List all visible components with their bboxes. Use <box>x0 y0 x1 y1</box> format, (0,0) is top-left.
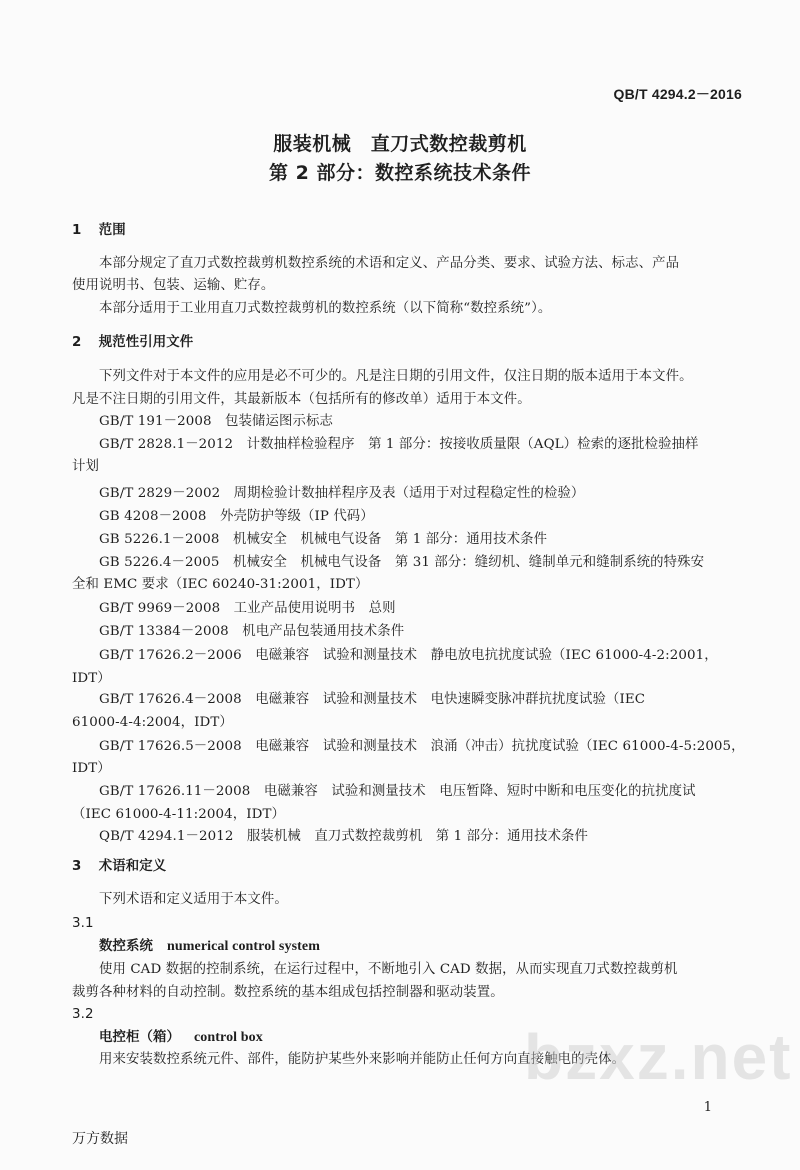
term-heading <box>99 936 320 957</box>
paragraph-line: 本部分适用于工业用直刀式数控裁剪机的数控系统（以下简称“数控系统”）。 <box>99 301 552 316</box>
paragraph-line: 使用 CAD 数据的控制系统，在运行过程中，不断地引入 CAD 数据，从而实现直刀式数控裁剪机 <box>99 962 678 977</box>
reference-item: GB/T 2829－2002 周期检验计数抽样程序及表（适用于对过程稳定性的检验） <box>99 486 585 501</box>
standard-code: QB/T 4294.2－2016 <box>613 86 742 102</box>
document-title-line1: 服装机械 直刀式数控裁剪机 <box>273 133 527 155</box>
reference-item-cont: 全和 EMC 要求（IEC 60240-31:2001，IDT） <box>72 577 369 592</box>
reference-item-cont: 计划 <box>72 459 99 474</box>
paragraph-line: 下列术语和定义适用于本文件。 <box>99 892 288 907</box>
paragraph-line: 下列文件对于本文件的应用是必不可少的。凡是注日期的引用文件，仅注日期的版本适用于本文件。 <box>99 369 693 384</box>
reference-item: GB/T 17626.2－2006 电磁兼容 试验和测量技术 静电放电抗扰度试验（IEC 61000-4-2:2001， <box>99 648 718 663</box>
section-heading <box>72 857 166 877</box>
reference-item: GB 5226.4－2005 机械安全 机械电气设备 第 31 部分：缝纫机、缝制单元和缝制系统的特殊安 <box>99 555 705 570</box>
section-title: 术语和定义 <box>98 859 167 874</box>
reference-item: GB 5226.1－2008 机械安全 机械电气设备 第 1 部分：通用技术条件 <box>99 532 548 547</box>
reference-item: GB/T 191－2008 包装储运图示标志 <box>99 414 333 429</box>
section-number: 2 <box>72 335 82 350</box>
term-number: 3.1 <box>72 916 94 931</box>
reference-item: GB/T 13384－2008 机电产品包装通用技术条件 <box>99 624 405 639</box>
section-title: 规范性引用文件 <box>98 335 194 350</box>
reference-item-cont: （IEC 61000-4-11:2004，IDT） <box>72 807 285 822</box>
reference-item: GB/T 17626.5－2008 电磁兼容 试验和测量技术 浪涌（冲击）抗扰度试验（IEC 61000-4-5:2005， <box>99 739 745 754</box>
reference-item-cont: IDT） <box>72 671 111 686</box>
reference-item: GB/T 2828.1－2012 计数抽样检验程序 第 1 部分：按接收质量限（AQL）检索的逐批检验抽样 <box>99 437 699 452</box>
paragraph-line: 使用说明书、包装、运输、贮存。 <box>72 278 275 293</box>
term-heading <box>99 1027 263 1048</box>
reference-item-cont: IDT） <box>72 761 111 776</box>
paragraph-line: 本部分规定了直刀式数控裁剪机数控系统的术语和定义、产品分类、要求、试验方法、标志、产品 <box>99 256 680 271</box>
reference-item: GB/T 17626.4－2008 电磁兼容 试验和测量技术 电快速瞬变脉冲群抗扰度试验（IEC <box>99 692 646 707</box>
document-title-line2: 第 2 部分：数控系统技术条件 <box>269 162 531 184</box>
term-number: 3.2 <box>72 1007 94 1022</box>
paragraph-line: 用来安装数控系统元件、部件，能防护某些外来影响并能防止任何方向直接触电的壳体。 <box>99 1052 626 1067</box>
section-number: 3 <box>72 859 82 874</box>
paragraph-line: 凡是不注日期的引用文件，其最新版本（包括所有的修改单）适用于本文件。 <box>72 392 531 407</box>
term-en: numerical control system <box>166 939 320 954</box>
section-title: 范围 <box>98 223 126 238</box>
term-zh: 数控系统 <box>99 938 153 954</box>
section-number: 1 <box>72 223 82 238</box>
term-zh: 电控柜（箱） <box>99 1029 180 1045</box>
reference-item: QB/T 4294.1－2012 服装机械 直刀式数控裁剪机 第 1 部分：通用技术条件 <box>99 829 589 844</box>
footer-text: 万方数据 <box>72 1131 128 1147</box>
reference-item: GB/T 17626.11－2008 电磁兼容 试验和测量技术 电压暂降、短时中断和电压变化的抗扰度试 <box>99 784 696 799</box>
watermark: bzxz.net <box>524 1021 793 1093</box>
page-number: 1 <box>703 1100 712 1115</box>
reference-item: GB/T 9969－2008 工业产品使用说明书 总则 <box>99 601 396 616</box>
paragraph-line: 裁剪各种材料的自动控制。数控系统的基本组成包括控制器和驱动装置。 <box>72 985 504 1000</box>
reference-item: GB 4208－2008 外壳防护等级（IP 代码） <box>99 509 374 524</box>
section-heading <box>72 333 193 353</box>
term-en: control box <box>193 1030 263 1045</box>
section-heading <box>72 221 126 241</box>
reference-item-cont: 61000-4-4:2004，IDT） <box>72 715 233 730</box>
